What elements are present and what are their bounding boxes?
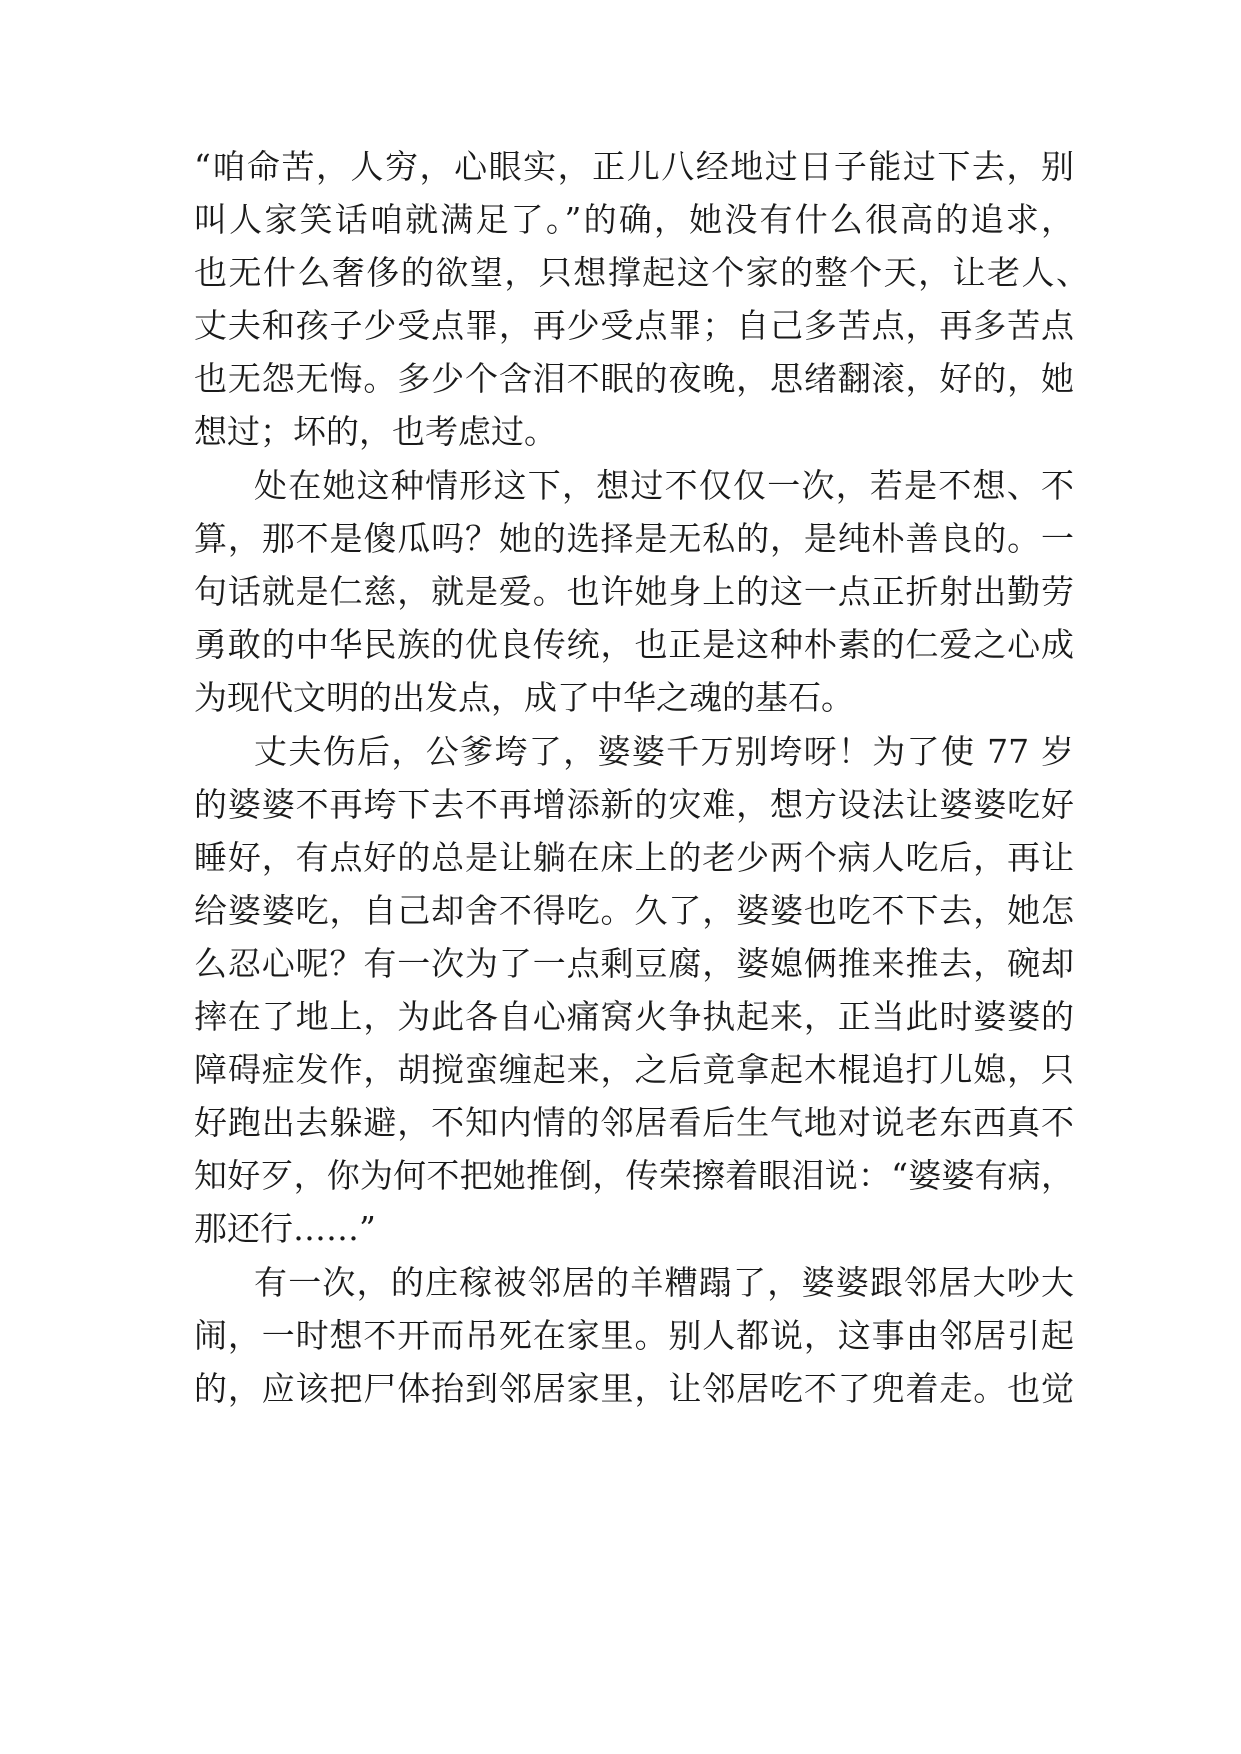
text-line: 丈夫和孩子少受点罪，再少受点罪；自己多苦点，再多苦点	[194, 306, 1074, 345]
text-line: 知好歹，你为何不把她推倒，传荣擦着眼泪说：“婆婆有病，	[194, 1156, 1074, 1195]
text-line: 叫人家笑话咱就满足了。”的确，她没有什么很高的追求，	[194, 200, 1074, 239]
text-line: 好跑出去躲避，不知内情的邻居看后生气地对说老东西真不	[194, 1103, 1074, 1142]
text-line: 想过；坏的，也考虑过。	[194, 412, 557, 451]
text-line: 么忍心呢？有一次为了一点剩豆腐，婆媳俩推来推去，碗却	[194, 944, 1074, 983]
text-line: 也无怨无悔。多少个含泪不眠的夜晚，思绪翻滚，好的，她	[194, 359, 1074, 398]
text-line: 处在她这种情形这下，想过不仅仅一次，若是不想、不	[254, 466, 1074, 505]
text-line: 的婆婆不再垮下去不再增添新的灾难，想方设法让婆婆吃好	[194, 785, 1074, 824]
text-line: 为现代文明的出发点，成了中华之魂的基石。	[194, 678, 854, 717]
text-line: 算，那不是傻瓜吗？她的选择是无私的，是纯朴善良的。一	[194, 519, 1074, 558]
text-line: 也无什么奢侈的欲望，只想撑起这个家的整个天，让老人、	[194, 253, 1089, 292]
text-line: “咱命苦，人穷，心眼实，正儿八经地过日子能过下去，别	[194, 147, 1074, 186]
text-line: 丈夫伤后，公爹垮了，婆婆千万别垮呀！为了使 77 岁	[254, 732, 1074, 771]
text-line: 障碍症发作，胡搅蛮缠起来，之后竟拿起木棍追打儿媳，只	[194, 1050, 1074, 1089]
text-line: 闹，一时想不开而吊死在家里。别人都说，这事由邻居引起	[194, 1316, 1074, 1355]
text-line: 有一次，的庄稼被邻居的羊糟蹋了，婆婆跟邻居大吵大	[254, 1263, 1074, 1302]
text-line: 给婆婆吃，自己却舍不得吃。久了，婆婆也吃不下去，她怎	[194, 891, 1074, 930]
text-line: 摔在了地上，为此各自心痛窝火争执起来，正当此时婆婆的	[194, 997, 1074, 1036]
text-line: 睡好，有点好的总是让躺在床上的老少两个病人吃后，再让	[194, 838, 1074, 877]
text-line: 那还行……”	[194, 1209, 376, 1248]
text-line: 勇敢的中华民族的优良传统，也正是这种朴素的仁爱之心成	[194, 625, 1074, 664]
text-line: 的，应该把尸体抬到邻居家里，让邻居吃不了兜着走。也觉	[194, 1369, 1074, 1408]
text-line: 句话就是仁慈，就是爱。也许她身上的这一点正折射出勤劳	[194, 572, 1074, 611]
